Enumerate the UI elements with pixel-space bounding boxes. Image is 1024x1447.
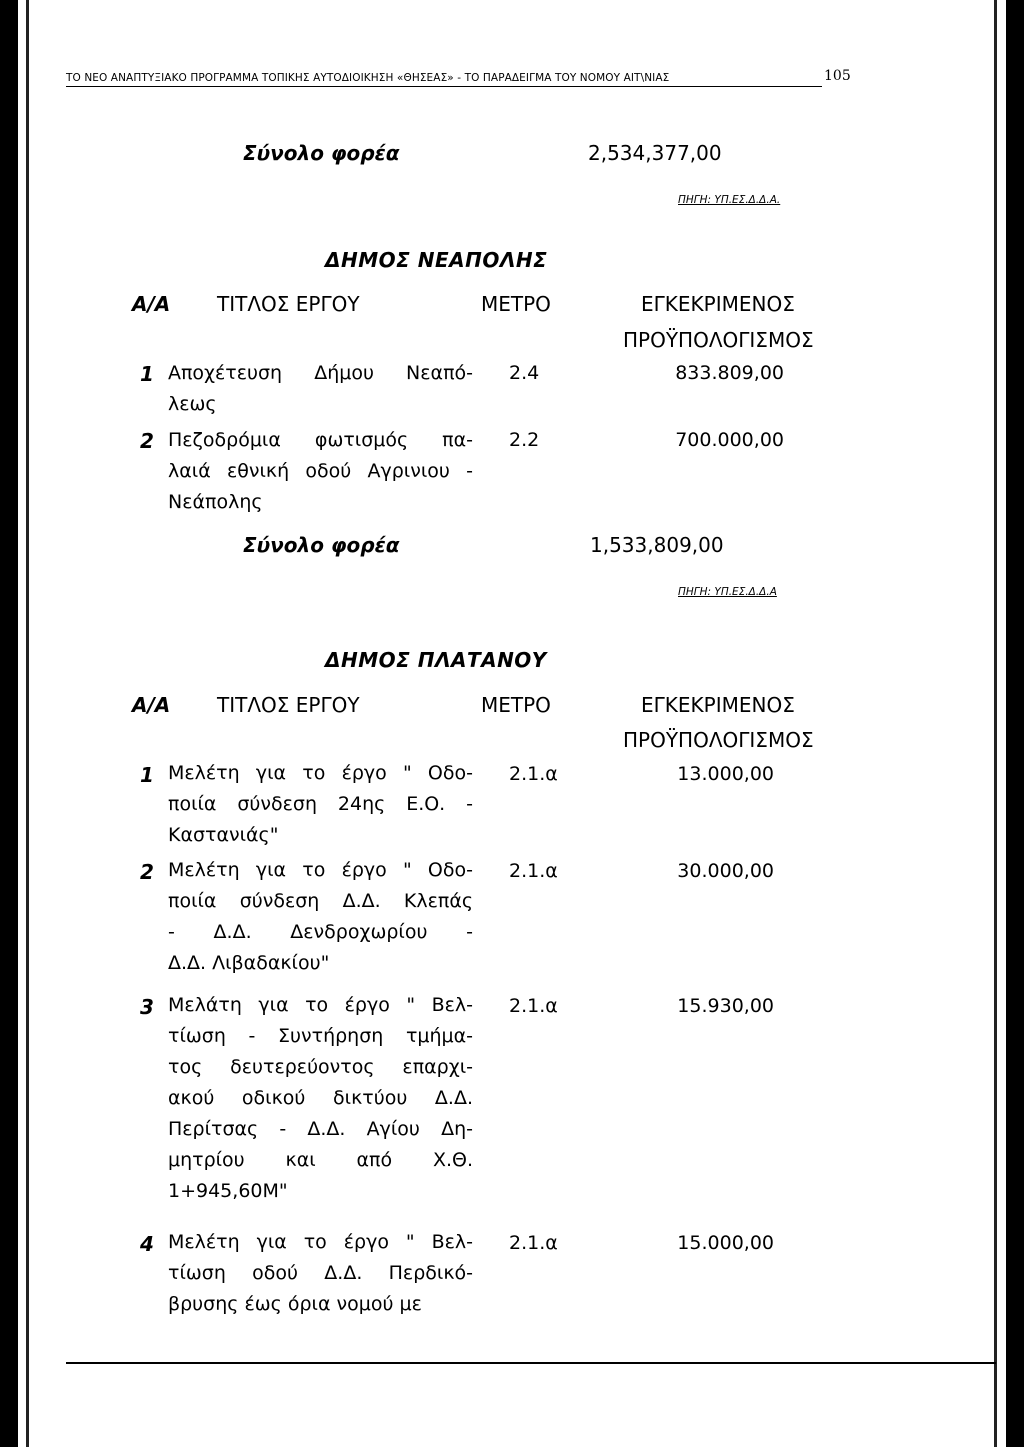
row-amount: 15.000,00 xyxy=(677,1232,774,1254)
row-measure: 2.1.α xyxy=(509,995,558,1017)
row-aa: 3 xyxy=(140,995,154,1019)
col-title: ΤΙΤΛΟΣ ΕΡΓΟΥ xyxy=(217,292,360,316)
col-budget-line2: ΠΡΟΫΠΟΛΟΓΙΣΜΟΣ xyxy=(623,728,814,752)
row-amount: 30.000,00 xyxy=(677,860,774,882)
row-measure: 2.2 xyxy=(509,429,540,451)
neapolis-total-label: Σύνολο φορέα xyxy=(243,533,400,557)
neapolis-total-amount: 1,533,809,00 xyxy=(590,533,724,557)
row-amount: 13.000,00 xyxy=(677,763,774,785)
page xyxy=(18,0,1006,1447)
row-measure: 2.1.α xyxy=(509,860,558,882)
row-aa: 2 xyxy=(140,860,154,884)
row-title: Μελέτη για το έργο " Βελ- τίωση οδού Δ.Δ. Περδικό- βρυσης έως όρια νομού με xyxy=(168,1231,473,1315)
row-measure: 2.4 xyxy=(509,362,540,384)
col-budget-line1: ΕΓΚΕΚΡΙΜΕΝΟΣ xyxy=(641,693,795,717)
row-aa: 1 xyxy=(140,362,154,386)
row-aa: 1 xyxy=(140,763,154,787)
row-title: Πεζοδρόμια φωτισμός πα- λαιά εθνική οδού Αγρινιου - Νεάπολης xyxy=(168,429,473,513)
running-header: ΤΟ ΝΕΟ ΑΝΑΠΤΥΞΙΑΚΟ ΠΡΟΓΡΑΜΜΑ ΤΟΠΙΚΗΣ ΑΥΤΟΔΙΟΙΚΗΣΗ «ΘΗΣΕΑΣ» - ΤΟ ΠΑΡΑΔΕΙΓΜΑ ΤΟΥ ΝΟΜΟΥ ΑΙΤ\ΝΙΑΣ xyxy=(66,72,822,87)
footer-rule xyxy=(66,1362,996,1364)
row-title: Αποχέτευση Δήμου Νεαπό- λεως xyxy=(168,362,473,415)
row-measure: 2.1.α xyxy=(509,763,558,785)
row-amount: 833.809,00 xyxy=(675,362,784,384)
col-aa: Α/Α xyxy=(132,292,171,316)
row-title: Μελέτη για το έργο " Οδο- ποιία σύνδεση Δ.Δ. Κλεπάς - Δ.Δ. Δενδροχωρίου - Δ.Δ. Λιβαδακίου" xyxy=(168,859,473,974)
row-title: Μελέτη για το έργο " Οδο- ποιία σύνδεση 24ης Ε.Ο. - Καστανιάς" xyxy=(168,762,473,846)
neapolis-source: ΠΗΓΗ: ΥΠ.ΕΣ.Δ.Δ.Α xyxy=(678,586,777,598)
page-number: 105 xyxy=(824,68,851,84)
col-measure: ΜΕΤΡΟ xyxy=(481,292,551,316)
col-title: ΤΙΤΛΟΣ ΕΡΓΟΥ xyxy=(217,693,360,717)
platanou-heading: ΔΗΜΟΣ ΠΛΑΤΑΝΟΥ xyxy=(325,648,547,672)
prior-total-amount: 2,534,377,00 xyxy=(588,141,722,165)
row-aa: 4 xyxy=(140,1232,154,1256)
scan-edge-right xyxy=(994,0,997,1447)
row-amount: 15.930,00 xyxy=(677,995,774,1017)
row-measure: 2.1.α xyxy=(509,1232,558,1254)
neapolis-heading: ΔΗΜΟΣ ΝΕΑΠΟΛΗΣ xyxy=(325,248,548,272)
prior-total-label: Σύνολο φορέα xyxy=(243,141,400,165)
col-budget-line1: ΕΓΚΕΚΡΙΜΕΝΟΣ xyxy=(641,292,795,316)
scan-edge-left xyxy=(26,0,29,1447)
row-title: Μελάτη για το έργο " Βελ- τίωση - Συντήρηση τμήμα- τος δευτερεύοντος επαρχι- ακού οδικού δικτύου Δ.Δ. Περίτσας - Δ.Δ. Αγίου Δη- μητρίου και από Χ.Θ. 1+945,60Μ" xyxy=(168,994,473,1202)
prior-source: ΠΗΓΗ: ΥΠ.ΕΣ.Δ.Δ.Α. xyxy=(678,194,781,206)
row-amount: 700.000,00 xyxy=(675,429,784,451)
col-measure: ΜΕΤΡΟ xyxy=(481,693,551,717)
col-budget-line2: ΠΡΟΫΠΟΛΟΓΙΣΜΟΣ xyxy=(623,328,814,352)
row-aa: 2 xyxy=(140,429,154,453)
col-aa: Α/Α xyxy=(132,693,171,717)
